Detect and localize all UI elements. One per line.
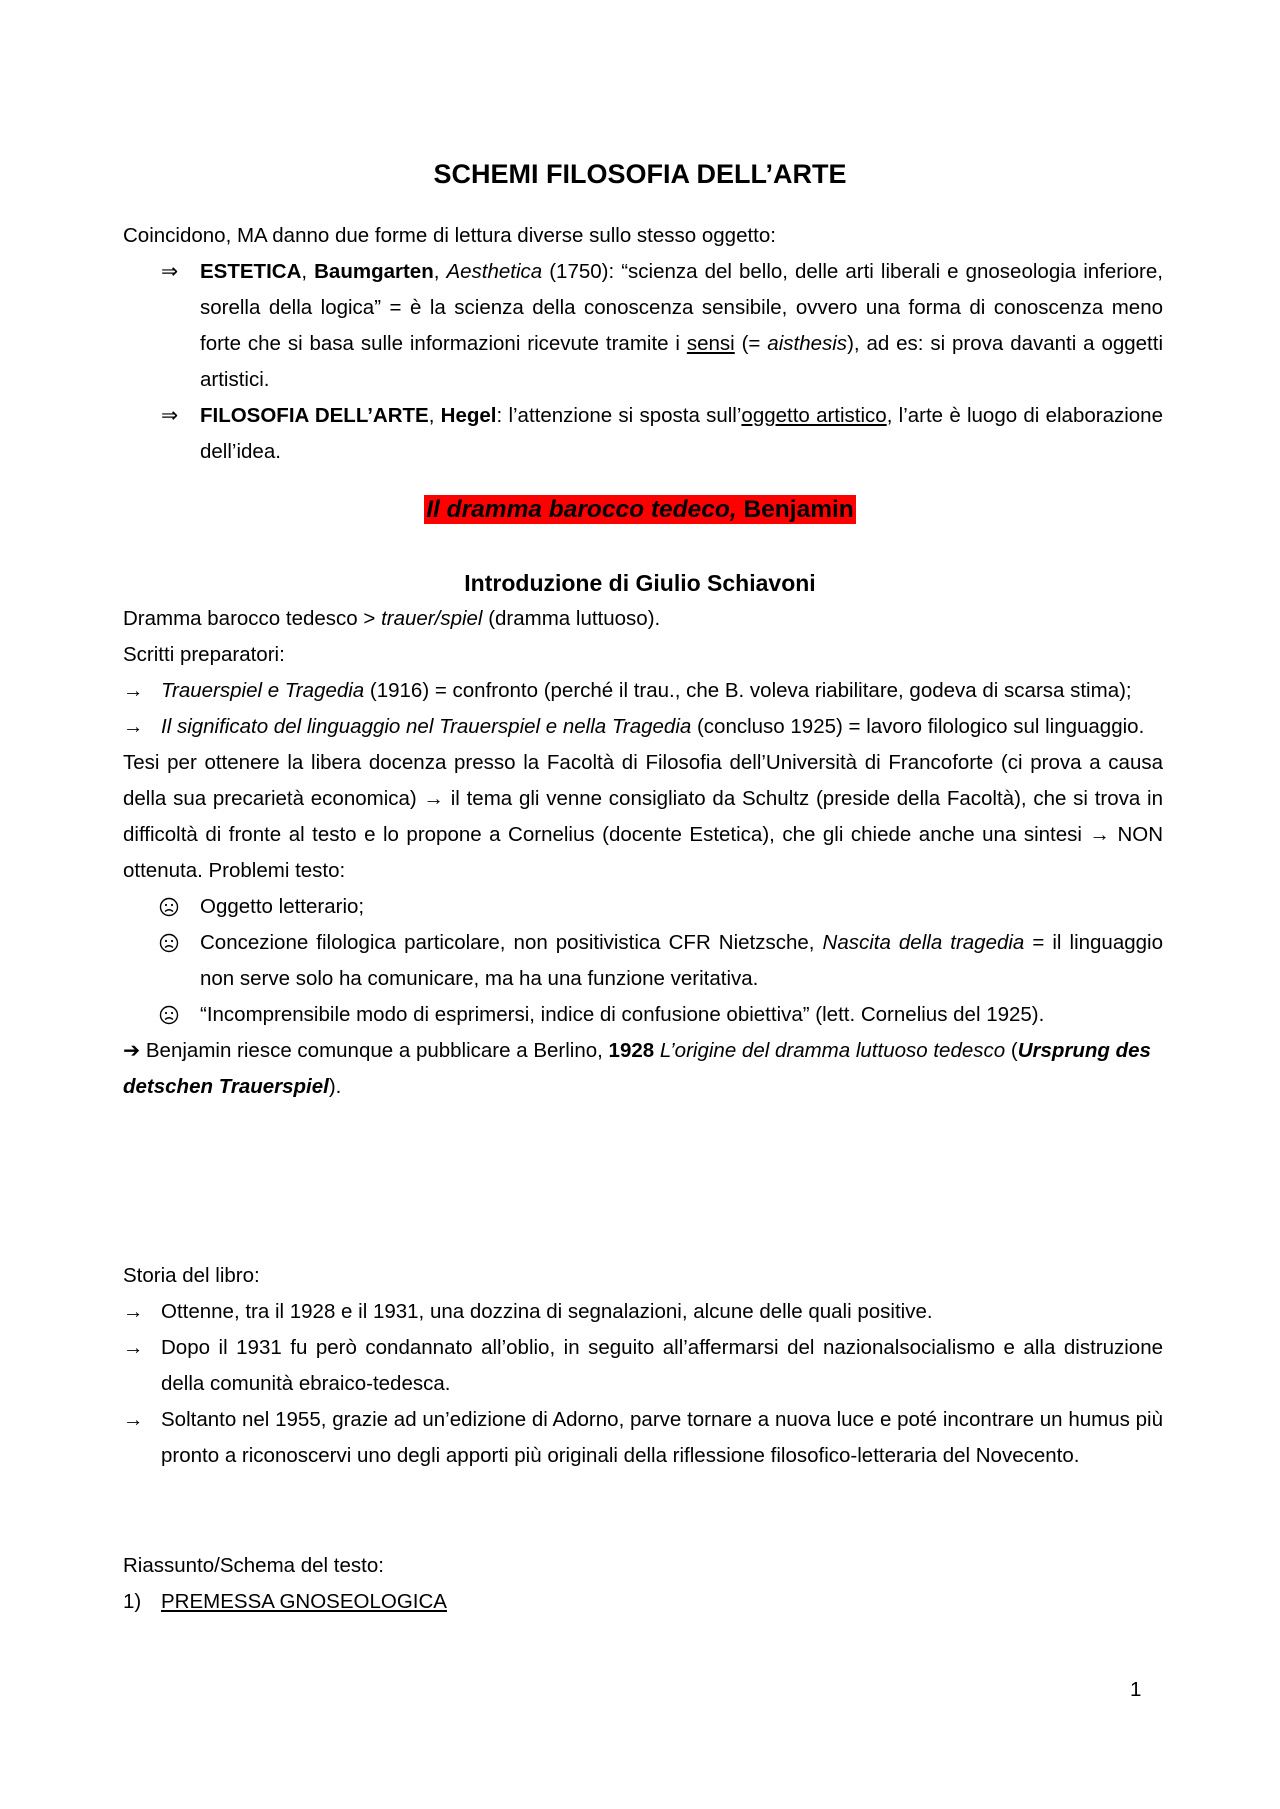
section-title-author: Benjamin: [736, 496, 854, 523]
tesi-paragraph: [123, 745, 1163, 889]
list-item: [123, 709, 1163, 745]
frown-face-icon: [159, 933, 179, 953]
riassunto-section: [123, 1548, 1163, 1620]
page-title: SCHEMI FILOSOFIA DELL’ARTE: [433, 159, 847, 189]
page-number: 1: [1130, 1678, 1142, 1701]
list-item: [123, 997, 1163, 1033]
arrow-icon: →: [1089, 823, 1110, 846]
arrow-icon: →: [123, 1336, 144, 1359]
work-title: L’origine del dramma luttuoso tedesco: [659, 1039, 1006, 1062]
text-fragment: (1750): “scienza del bello, delle arti liberali e gnoseologia inferiore, sorella della logica” = è la scienza della conoscenza sensibile, ovvero una forma di conoscenza meno forte che si basa sulle informazioni ricevute tramite i: [200, 260, 1163, 355]
text-fragment: ), ad es: si prova davanti a oggetti artistici.: [200, 332, 1163, 391]
arrow-icon: →: [123, 715, 144, 738]
term-oggetto-artistico: oggetto artistico: [741, 404, 887, 427]
premessa-heading: PREMESSA GNOSEOLOGICA: [161, 1590, 447, 1613]
frown-face-icon: [159, 897, 179, 917]
term-sensi: sensi: [686, 332, 735, 355]
list-item: [123, 1402, 1163, 1474]
text-fragment: (=: [734, 332, 768, 355]
arrow-icon: →: [123, 1408, 144, 1431]
list-item: [123, 1584, 1163, 1620]
text-fragment: : l’attenzione si sposta sull’: [496, 404, 742, 427]
text-fragment: ,: [428, 404, 441, 427]
text-fragment: (: [1005, 1039, 1018, 1062]
text-fragment: Oggetto letterario;: [200, 895, 365, 918]
term-aisthesis: aisthesis: [767, 332, 848, 355]
work-title: Trauerspiel e Tragedia: [161, 679, 365, 702]
riassunto-heading: Riassunto/Schema del testo:: [123, 1554, 384, 1577]
list-number: 1): [123, 1590, 142, 1613]
text-fragment: (concluso 1925) = lavoro filologico sul linguaggio.: [691, 715, 1145, 738]
body-line: [123, 601, 1163, 637]
storia-section: [123, 1258, 1163, 1474]
text-fragment: Dopo il 1931 fu però condannato all’oblio, in seguito all’affermarsi del nazionalsocialismo e alla distruzione della comunità ebraico-tedesca.: [161, 1336, 1163, 1395]
section-title: [0, 492, 1280, 528]
text-fragment: Dramma barocco tedesco >: [123, 607, 382, 630]
body-line: Scritti preparatori:: [123, 643, 285, 666]
list-item: [123, 889, 1163, 925]
text-fragment: (dramma luttuoso).: [482, 607, 661, 630]
text-fragment: ,: [433, 260, 447, 283]
term-estetica: ESTETICA: [200, 260, 302, 283]
work-title: Nascita della tragedia: [822, 931, 1025, 954]
text-fragment: NON ottenuta. Problemi testo:: [123, 823, 1164, 882]
work-original-title: Ursprung des detschen Trauerspiel: [123, 1039, 1151, 1098]
arrow-icon: →: [123, 679, 144, 702]
frown-face-icon: [159, 1005, 179, 1025]
arrow-icon: →: [423, 787, 444, 810]
term-filosofia-arte: FILOSOFIA DELL’ARTE: [200, 404, 429, 427]
text-fragment: , l’arte è luogo di elaborazione dell’idea.: [200, 404, 1163, 463]
list-item: [123, 925, 1163, 997]
double-arrow-icon: ⇒: [161, 260, 179, 283]
arrow-icon: →: [123, 1300, 144, 1323]
double-arrow-icon: ⇒: [161, 404, 179, 427]
text-fragment: Tesi per ottenere la libera docenza presso la Facoltà di Filosofia dell’Università di Francoforte (ci prova a causa della sua precarietà economica): [123, 751, 1163, 810]
text-fragment: ).: [328, 1075, 342, 1098]
section-title-work: Il dramma barocco tedeco,: [426, 496, 737, 523]
intro-text: Coincidono, MA danno due forme di lettura diverse sullo stesso oggetto:: [123, 224, 776, 247]
year-1928: 1928: [608, 1039, 655, 1062]
text-fragment: il tema gli venne consigliato da Schultz (preside della Facoltà), che si trova in difficoltà di fronte al testo e lo propone a Cornelius (docente Estetica), che gli chiede anche una sintesi: [123, 787, 1163, 846]
text-fragment: ,: [301, 260, 315, 283]
text-fragment: Soltanto nel 1955, grazie ad un’edizione di Adorno, parve tornare a nuova luce e poté incontrare un humus più pronto a riconoscervi uno degli apporti più originali della riflessione filosofico-letteraria del Novecento.: [161, 1408, 1163, 1467]
work-title: Il significato del linguaggio nel Trauerspiel e nella Tragedia: [161, 715, 692, 738]
list-item: [123, 1330, 1163, 1402]
list-item: [123, 673, 1163, 709]
intro-body: [123, 601, 1163, 1105]
list-item-estetica: [123, 254, 1163, 398]
bold-arrow-icon: ➔: [123, 1039, 141, 1062]
subtitle: Introduzione di Giulio Schiavoni: [464, 570, 816, 596]
list-item-filosofia: [123, 398, 1163, 470]
result-paragraph: [123, 1033, 1163, 1105]
author-baumgarten: Baumgarten: [314, 260, 434, 283]
text-fragment: Concezione filologica particolare, non positivistica CFR Nietzsche,: [200, 931, 823, 954]
text-fragment: “Incomprensibile modo di esprimersi, indice di confusione obiettiva” (lett. Cornelius del 1925).: [200, 1003, 1045, 1026]
text-fragment: Ottenne, tra il 1928 e il 1931, una dozzina di segnalazioni, alcune delle quali positive.: [161, 1300, 933, 1323]
text-fragment: = il linguaggio non serve solo ha comunicare, ma ha una funzione veritativa.: [200, 931, 1163, 990]
text-fragment: Benjamin riesce comunque a pubblicare a Berlino,: [140, 1039, 609, 1062]
section-title-highlight: [424, 495, 856, 524]
list-item: [123, 1294, 1163, 1330]
intro-section: [123, 218, 1163, 470]
author-hegel: Hegel: [440, 404, 497, 427]
storia-heading: Storia del libro:: [123, 1264, 260, 1287]
text-fragment: (1916) = confronto (perché il trau., che B. voleva riabilitare, godeva di scarsa stima);: [364, 679, 1132, 702]
work-aesthetica: Aesthetica: [446, 260, 543, 283]
term-trauerspiel: trauer/spiel: [381, 607, 483, 630]
